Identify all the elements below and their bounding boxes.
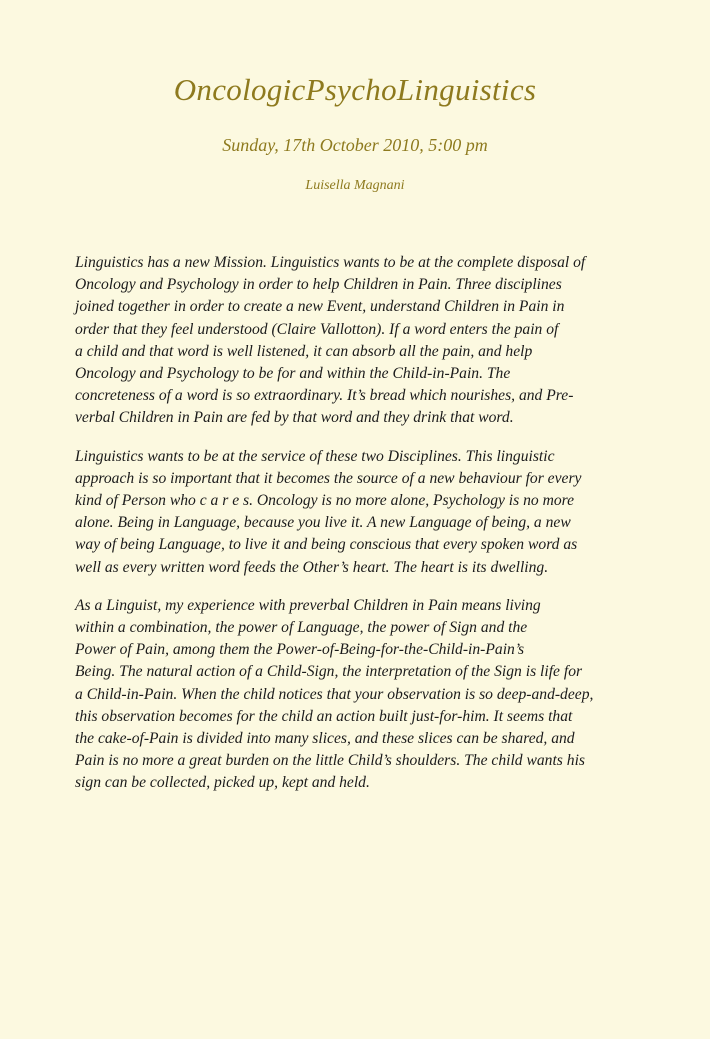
paragraph bbox=[75, 595, 660, 795]
paragraph bbox=[75, 446, 660, 579]
text-line: within a combination, the power of Language, the power of Sign and the bbox=[75, 619, 528, 637]
text-line: concreteness of a word is so extraordinary. It’s bread which nourishes, and Pre- bbox=[75, 387, 574, 405]
text-line: Oncology and Psychology to be for and within the Child-in-Pain. The bbox=[75, 365, 511, 383]
text-line: Being. The natural action of a Child-Sign, the interpretation of the Sign is life for bbox=[75, 663, 583, 681]
text-line: Pain is no more a great burden on the little Child’s shoulders. The child wants his bbox=[75, 752, 585, 770]
text-line: verbal Children in Pain are fed by that word and they drink that word. bbox=[75, 409, 514, 427]
text-line: alone. Being in Language, because you live it. A new Language of being, a new bbox=[75, 514, 571, 532]
text-line: Oncology and Psychology in order to help Children in Pain. Three disciplines bbox=[75, 276, 562, 294]
text-line: joined together in order to create a new Event, understand Children in Pain in bbox=[75, 298, 565, 316]
text-line: order that they feel understood (Claire Vallotton). If a word enters the pain of bbox=[75, 320, 559, 338]
text-line: Linguistics has a new Mission. Linguistics wants to be at the complete disposal of bbox=[75, 254, 586, 271]
text-line: well as every written word feeds the Other’s heart. The heart is its dwelling. bbox=[75, 558, 549, 576]
document-date: Sunday, 17th October 2010, 5:00 pm bbox=[222, 135, 488, 155]
text-line: Linguistics wants to be at the service of these two Disciplines. This linguistic bbox=[75, 447, 555, 465]
text-line: a Child-in-Pain. When the child notices that your observation is so deep-and-deep, bbox=[75, 685, 594, 703]
text-line: kind of Person who c a r e s. Oncology is no more alone, Psychology is no more bbox=[75, 492, 575, 510]
paragraph bbox=[75, 252, 660, 430]
text-line: way of being Language, to live it and being conscious that every spoken word as bbox=[75, 536, 578, 554]
text-line: Power of Pain, among them the Power-of-Being-for-the-Child-in-Pain’s bbox=[75, 641, 525, 659]
document-body bbox=[75, 252, 660, 811]
text-line: sign can be collected, picked up, kept and held. bbox=[75, 774, 370, 792]
text-line: the cake-of-Pain is divided into many slices, and these slices can be shared, and bbox=[75, 730, 575, 748]
document-title: OncologicPsychoLinguistics bbox=[173, 72, 537, 107]
text-line: this observation becomes for the child an action built just-for-him. It seems that bbox=[75, 707, 573, 725]
document-author: Luisella Magnani bbox=[305, 178, 405, 193]
text-line: As a Linguist, my experience with preverbal Children in Pain means living bbox=[75, 596, 541, 614]
text-line: approach is so important that it becomes the source of a new behaviour for every bbox=[75, 469, 582, 487]
text-line: a child and that word is well listened, it can absorb all the pain, and help bbox=[75, 342, 533, 360]
